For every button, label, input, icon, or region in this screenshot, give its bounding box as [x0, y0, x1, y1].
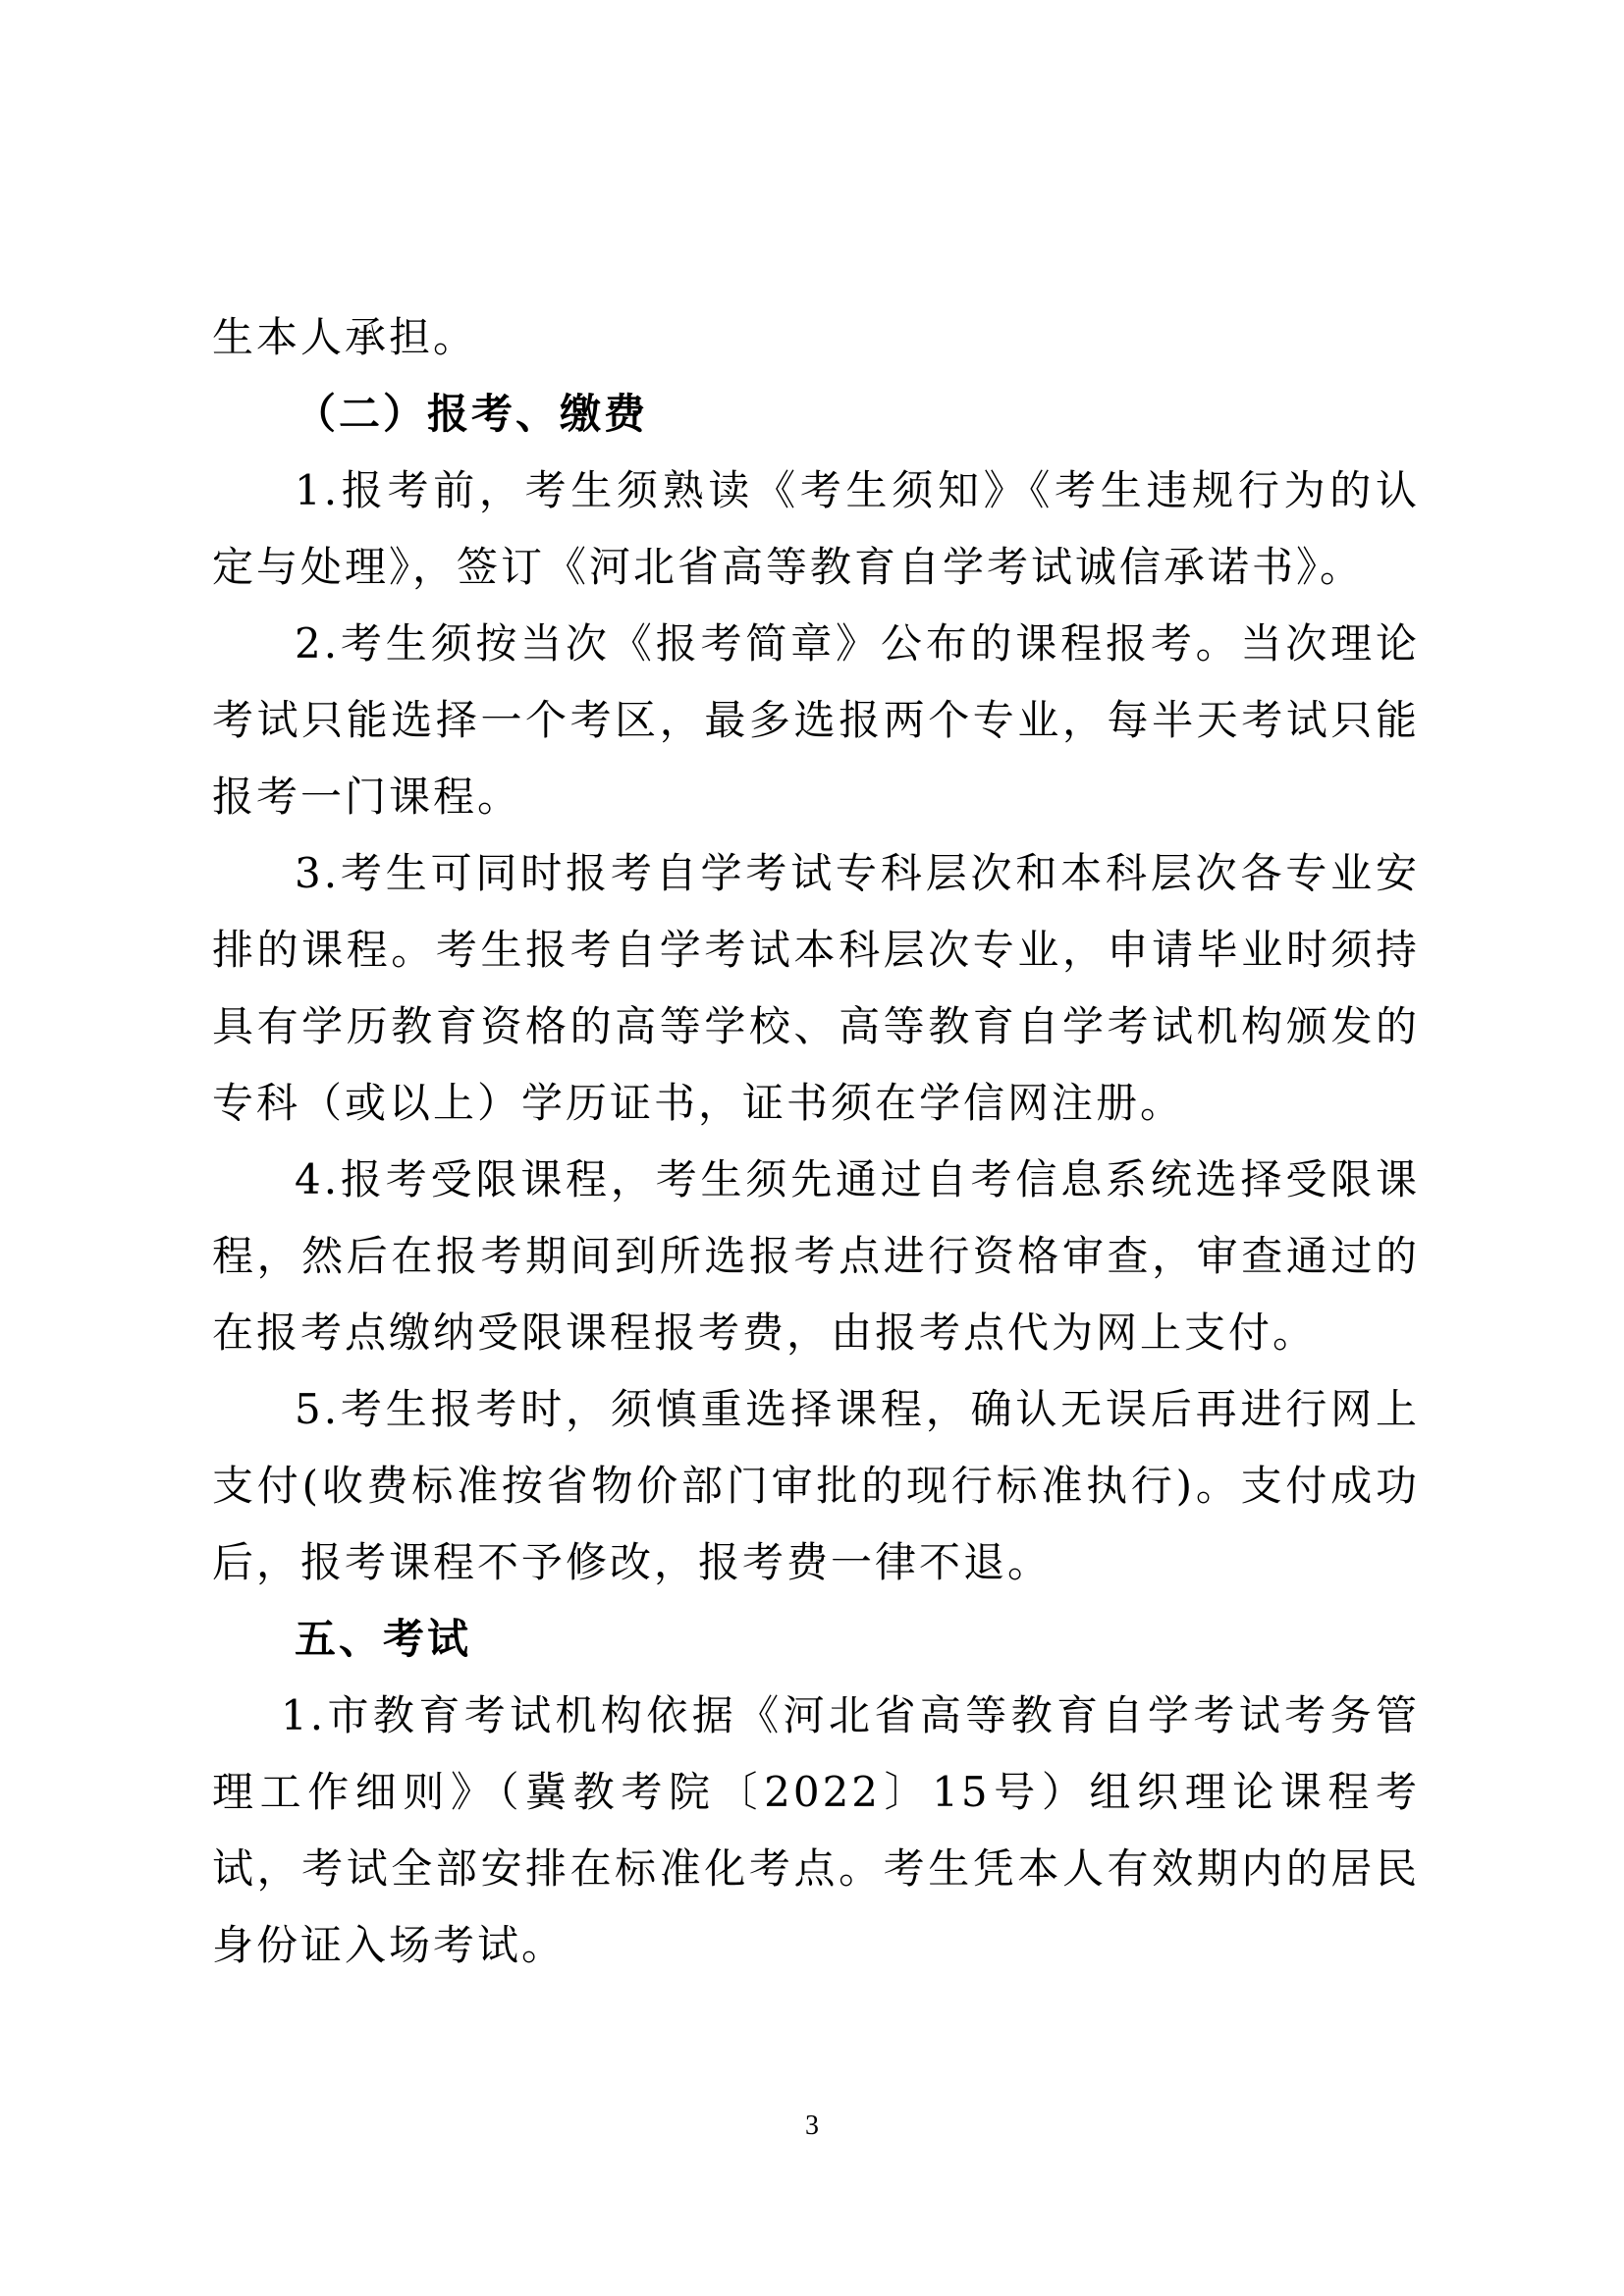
section-heading-exam: 五、考试 — [295, 1615, 472, 1663]
paragraph-continuation: 生本人承担。 — [212, 313, 478, 361]
body-text — [212, 299, 1420, 1984]
paragraph-item-3: 3.考生可同时报考自学考试专科层次和本科层次各专业安排的课程。考生报考自学考试本科层次专业，申请毕业时须持具有学历教育资格的高等学校、高等教育自学考试机构颁发的专科（或以上）学历证书，证书须在学信网注册。 — [212, 849, 1420, 1127]
paragraph-item-4: 4.报考受限课程，考生须先通过自考信息系统选择受限课程，然后在报考期间到所选报考点进行资格审查，审查通过的在报考点缴纳受限课程报考费，由报考点代为网上支付。 — [212, 1155, 1420, 1357]
paragraph-exam-item-1: 1.市教育考试机构依据《河北省高等教育自学考试考务管理工作细则》（冀教考院〔2022〕15号）组织理论课程考试，考试全部安排在标准化考点。考生凭本人有效期内的居民身份证入场考试。 — [212, 1691, 1420, 1969]
paragraph-item-1: 1.报考前，考生须熟读《考生须知》《考生违规行为的认定与处理》，签订《河北省高等教育自学考试诚信承诺书》。 — [212, 466, 1420, 591]
paragraph-item-2: 2.考生须按当次《报考简章》公布的课程报考。当次理论考试只能选择一个考区，最多选报两个专业，每半天考试只能报考一门课程。 — [212, 619, 1420, 821]
section-heading-registration-fees: （二）报考、缴费 — [295, 390, 649, 438]
paragraph-item-5: 5.考生报考时，须慎重选择课程，确认无误后再进行网上支付(收费标准按省物价部门审批的现行标准执行)。支付成功后，报考课程不予修改，报考费一律不退。 — [212, 1385, 1420, 1586]
page-number: 3 — [805, 2110, 819, 2141]
